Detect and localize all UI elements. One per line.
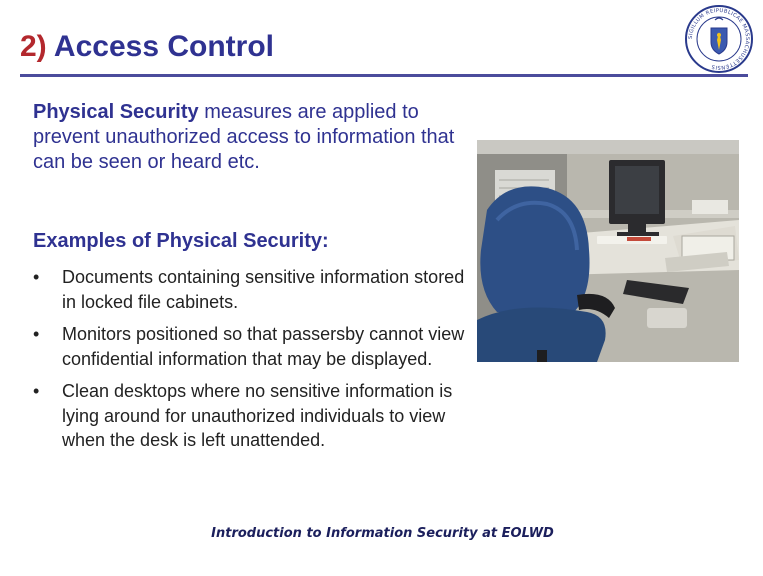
slide-title xyxy=(20,30,274,64)
examples-heading: Examples of Physical Security: xyxy=(33,230,329,252)
title-text: Access Control xyxy=(53,30,274,63)
bullet-glyph: • xyxy=(33,324,40,344)
slide-footer xyxy=(0,526,763,541)
title-number: 2) xyxy=(20,30,47,63)
massachusetts-seal-icon xyxy=(684,4,754,74)
bullet-text: Monitors positioned so that passersby cannot view confidential information that may be displayed. xyxy=(62,324,465,369)
list-item xyxy=(33,322,473,371)
bullet-text: Clean desktops where no sensitive information is lying around for unauthorized individuals to view when the desk is left unattended. xyxy=(62,381,453,450)
intro-text: measures are applied to prevent unauthorized access to information that can be seen or heard etc. xyxy=(33,101,455,173)
examples-list xyxy=(33,265,473,461)
intro-paragraph xyxy=(33,100,473,175)
footer-text: Introduction to Information Security at EOLWD xyxy=(211,526,554,541)
list-item xyxy=(33,379,473,453)
office-workstation-photo xyxy=(477,140,739,362)
seal-text: SIGILLUM REIPUBLICAE MASSACHUSETTENSIS xyxy=(687,7,751,71)
bullet-glyph: • xyxy=(33,267,40,287)
bullet-glyph: • xyxy=(33,381,40,401)
bullet-text: Documents containing sensitive information stored in locked file cabinets. xyxy=(62,267,465,312)
title-rule xyxy=(20,74,748,77)
list-item xyxy=(33,265,473,314)
intro-bold-term: Physical Security xyxy=(33,101,199,123)
